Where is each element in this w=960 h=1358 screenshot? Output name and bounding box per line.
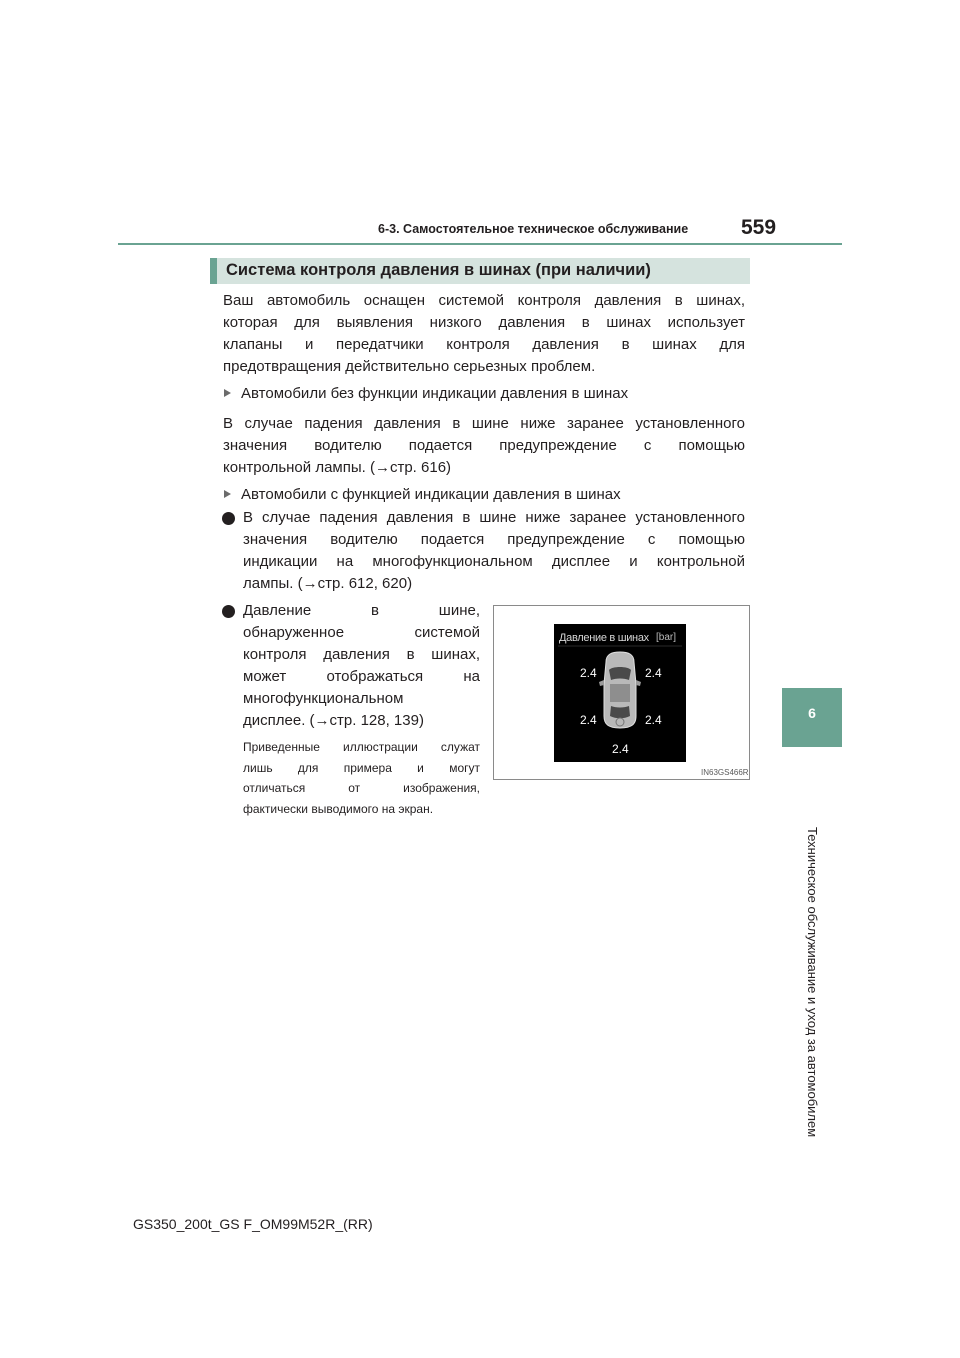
intro-line: которая для выявления низкого давления в шинах использует [223, 314, 745, 331]
sub1-line: контрольной лампы. (→стр. 616) [223, 459, 452, 476]
bullet1-line: В случае падения давления в шине ниже заранее установленного [243, 509, 745, 526]
subheading-text: Автомобили без функции индикации давления в шинах [241, 385, 629, 402]
note-line: Приведенные иллюстрации служат [243, 740, 480, 754]
figure-code: IN63GS466R [701, 768, 749, 777]
tire-rear-right: 2.4 [645, 713, 662, 727]
triangle-bullet-icon [224, 490, 231, 498]
bullet-dot-icon [222, 605, 235, 618]
tire-front-left: 2.4 [580, 666, 597, 680]
header-rule [118, 243, 842, 245]
tire-front-right: 2.4 [645, 666, 662, 680]
display-unit: [bar] [656, 632, 677, 643]
bullet1-line: индикации на многофункциональном дисплее и контрольной [243, 553, 745, 570]
intro-line: предотвращения действительно серьезных проблем. [223, 358, 596, 375]
running-header: 6-3. Самостоятельное техническое обслуживание [378, 222, 689, 236]
bullet2-line: обнаруженное системой [243, 624, 480, 641]
note-line: фактически выводимого на экран. [243, 801, 434, 816]
bullet1-line: лампы. (→стр. 612, 620) [243, 575, 413, 592]
bullet1-line: значения водителю подается предупреждение с помощью [243, 531, 745, 548]
subheading-text: Автомобили с функцией индикации давления в шинах [241, 486, 621, 503]
sub1-paragraph [223, 413, 745, 479]
bullet-dot-icon [222, 512, 235, 525]
note-line: лишь для примера и могут [243, 760, 480, 775]
tire-rear-left: 2.4 [580, 713, 597, 727]
intro-paragraph [223, 290, 745, 378]
chapter-title-vertical: Техническое обслуживание и уход за автомобилем [805, 827, 820, 1138]
section-title-band [210, 258, 750, 284]
intro-line: клапаны и передатчики контроля давления в шинах для [223, 336, 745, 353]
subheading-with-display [224, 486, 621, 503]
intro-line: Ваш автомобиль оснащен системой контроля давления в шинах, [223, 292, 745, 309]
note-line: отличаться от изображения, [243, 781, 480, 795]
display-title: Давление в шинах [559, 632, 649, 644]
section-title: Система контроля давления в шинах (при наличии) [226, 261, 651, 279]
page-number: 559 [741, 216, 777, 239]
bullet2-line: контроля давления в шинах, [243, 646, 480, 663]
bullet2-paragraph [243, 600, 480, 732]
bullet2-line: Давление в шине, [243, 602, 480, 619]
bullet2-line: дисплее. (→стр. 128, 139) [243, 712, 424, 729]
bullet2-line: многофункциональном [243, 690, 404, 707]
chapter-tab: 6 [782, 688, 842, 747]
tire-spare: 2.4 [612, 742, 629, 756]
sub1-line: В случае падения давления в шине ниже заранее установленного [223, 415, 745, 432]
triangle-bullet-icon [224, 389, 231, 397]
illustration-note [243, 737, 480, 819]
bullet2-line: может отображаться на [243, 668, 480, 685]
bullet1-paragraph [243, 507, 745, 595]
document-footer: GS350_200t_GS F_OM99M52R_(RR) [133, 1216, 373, 1232]
sub1-line: значения водителю подается предупреждение с помощью [223, 437, 745, 454]
subheading-no-display [224, 385, 628, 402]
